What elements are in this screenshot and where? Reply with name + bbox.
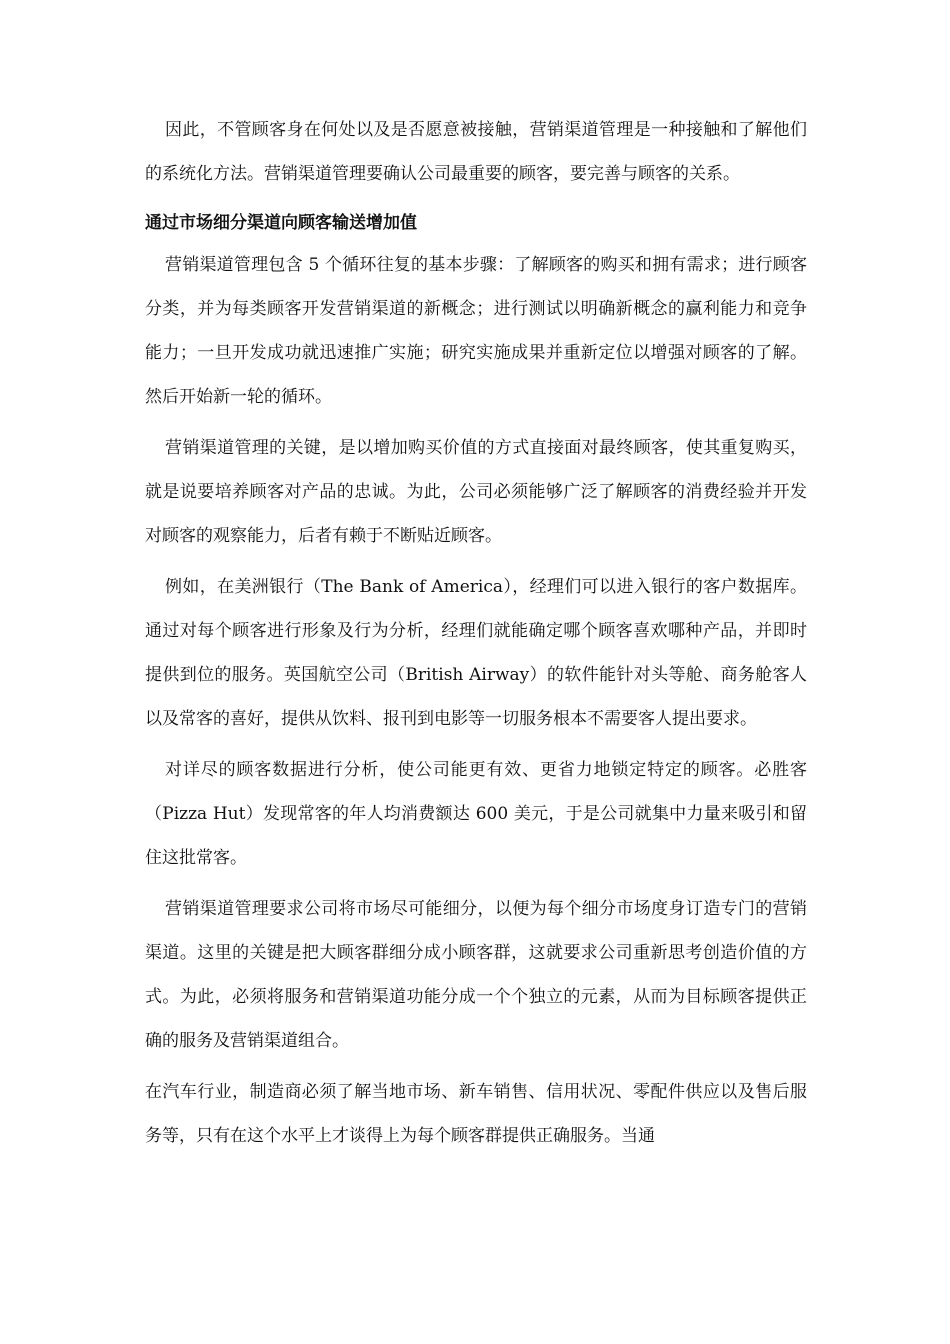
paragraph-steps: 营销渠道管理包含 5 个循环往复的基本步骤：了解顾客的购买和拥有需求；进行顾客分类，并为每类顾客开发营销渠道的新概念；进行测试以明确新概念的赢利能力和竞争能力；一旦开发成功就迅速推广实施；研究实施成果并重新定位以增强对顾客的了解。然后开始新一轮的循环。 bbox=[145, 255, 807, 407]
paragraph-intro: 因此，不管顾客身在何处以及是否愿意被接触，营销渠道管理是一种接触和了解他们的系统化方法。营销渠道管理要确认公司最重要的顾客，要完善与顾客的关系。 bbox=[145, 120, 807, 184]
paragraph-analysis: 对详尽的顾客数据进行分析，使公司能更有效、更省力地锁定特定的顾客。必胜客（Pizza Hut）发现常客的年人均消费额达 600 美元，于是公司就集中力量来吸引和留住这批常客。 bbox=[145, 760, 807, 868]
paragraph-segmentation: 营销渠道管理要求公司将市场尽可能细分，以便为每个细分市场度身订造专门的营销渠道。这里的关键是把大顾客群细分成小顾客群，这就要求公司重新思考创造价值的方式。为此，必须将服务和营销渠道功能分成一个个独立的元素，从而为目标顾客提供正确的服务及营销渠道组合。 bbox=[145, 899, 807, 1051]
paragraph-automotive: 在汽车行业，制造商必须了解当地市场、新车销售、信用状况、零配件供应以及售后服务等，只有在这个水平上才谈得上为每个顾客群提供正确服务。当通 bbox=[145, 1082, 807, 1146]
section-heading: 通过市场细分渠道向顾客输送增加值 bbox=[145, 213, 417, 233]
paragraph-example: 例如，在美洲银行（The Bank of America），经理们可以进入银行的客户数据库。通过对每个顾客进行形象及行为分析，经理们就能确定哪个顾客喜欢哪种产品，并即时提供到位的服务。英国航空公司（British Airway）的软件能针对头等舱、商务舱客人以及常客的喜好，提供从饮料、报刊到电影等一切服务根本不需要客人提出要求。 bbox=[145, 577, 807, 729]
document-page bbox=[145, 108, 807, 1165]
paragraph-key: 营销渠道管理的关键，是以增加购买价值的方式直接面对最终顾客，使其重复购买，就是说要培养顾客对产品的忠诚。为此，公司必须能够广泛了解顾客的消费经验并开发对顾客的观察能力，后者有赖于不断贴近顾客。 bbox=[145, 438, 807, 546]
